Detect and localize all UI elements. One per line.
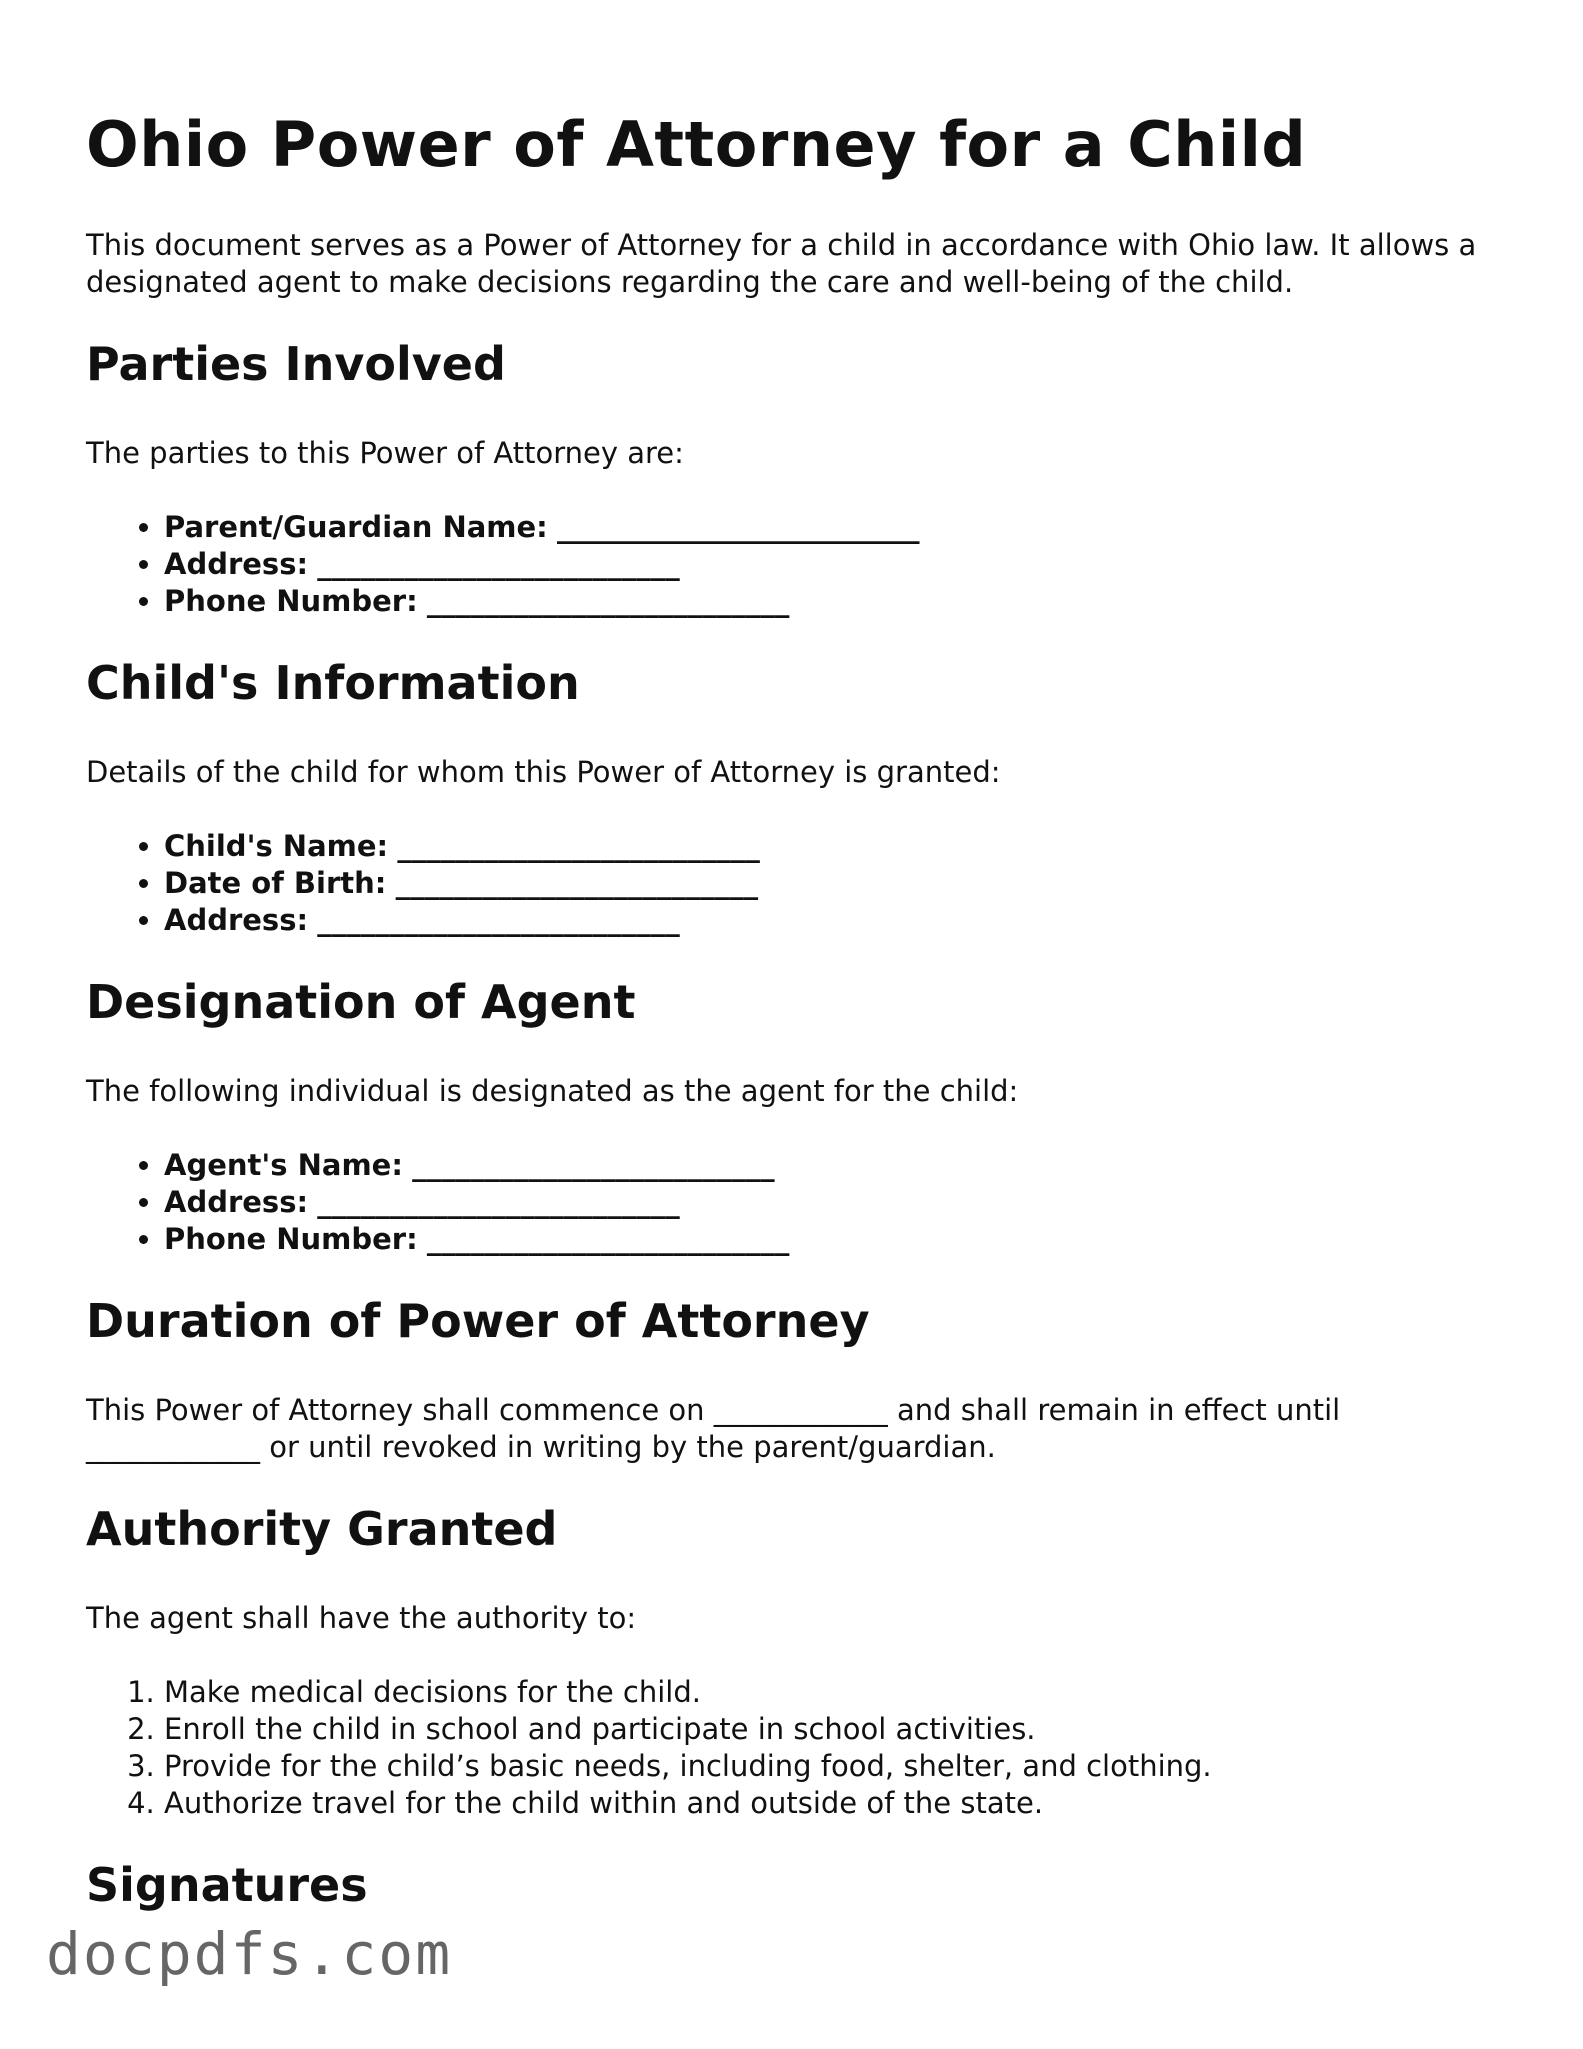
authority-list [86,1674,1486,1822]
duration-text-1: This Power of Attorney shall commence on [86,1392,705,1427]
blank-line: _________________________ [317,903,680,938]
authority-section [86,1503,1486,1822]
list-item: 4. Authorize travel for the child within and outside of the state. [164,1785,1486,1822]
child-lead: Details of the child for whom this Power of Attorney is granted: [86,755,1001,790]
parties-lead: The parties to this Power of Attorney are: [86,436,684,471]
blank-line: _________________________ [557,510,920,545]
field-label: Parent/Guardian Name: [164,510,548,545]
blank-line: _________________________ [426,1221,790,1256]
list-item [164,1184,1486,1221]
blank-line: _________________________ [317,1184,680,1219]
field-label: Agent's Name: [164,1147,403,1182]
authority-lead: The agent shall have the authority to: [86,1600,637,1635]
field-label: Phone Number: [164,584,418,619]
list-item: 2. Enroll the child in school and participate in school activities. [164,1711,1486,1748]
parties-list [86,509,1486,620]
list-item [164,828,1486,865]
signatures-heading: Signatures [86,1857,368,1912]
field-label: Address: [164,547,309,582]
list-item [164,583,1486,620]
blank-line: _________________________ [397,829,760,864]
intro-paragraph: This document serves as a Power of Attorney for a child in accordance with Ohio law. It allows a designated agent to make decisions regarding the care and well-being of the child. [86,228,1477,300]
list-item [164,546,1486,583]
blank-line: _________________________ [426,584,790,619]
child-list [86,828,1486,939]
duration-paragraph [86,1392,1486,1466]
parties-section [86,338,1486,620]
field-label: Address: [164,1184,309,1219]
signatures-section [86,1859,1486,1912]
duration-text-2: and shall remain in effect until [896,1392,1341,1427]
duration-heading: Duration of Power of Attorney [86,1293,870,1348]
child-section [86,657,1486,939]
list-item: 1. Make medical decisions for the child. [164,1674,1486,1711]
parties-heading: Parties Involved [86,337,506,392]
list-item [164,1147,1486,1184]
duration-text-3: or until revoked in writing by the parent/guardian. [269,1429,996,1464]
end-date-blank: ____________ [86,1429,260,1464]
authority-heading: Authority Granted [86,1501,558,1556]
blank-line: _________________________ [317,547,680,582]
agent-lead: The following individual is designated as the agent for the child: [86,1073,1019,1108]
blank-line: _________________________ [412,1147,775,1182]
start-date-blank: ____________ [713,1392,888,1427]
field-label: Child's Name: [164,829,389,864]
list-item [164,902,1486,939]
document-title: Ohio Power of Attorney for a Child [86,108,1307,181]
agent-section [86,976,1486,1258]
list-item: 3. Provide for the child’s basic needs, including food, shelter, and clothing. [164,1748,1486,1785]
field-label: Address: [164,903,309,938]
field-label: Phone Number: [164,1221,418,1256]
list-item [164,865,1486,902]
blank-line: _________________________ [395,866,759,901]
field-label: Date of Birth: [164,866,387,901]
watermark: docpdfs.com [46,1920,453,1988]
agent-heading: Designation of Agent [86,975,636,1030]
document-page [86,92,1486,1956]
list-item [164,1221,1486,1258]
child-heading: Child's Information [86,656,580,711]
agent-list [86,1147,1486,1258]
duration-section [86,1295,1486,1466]
list-item [164,509,1486,546]
